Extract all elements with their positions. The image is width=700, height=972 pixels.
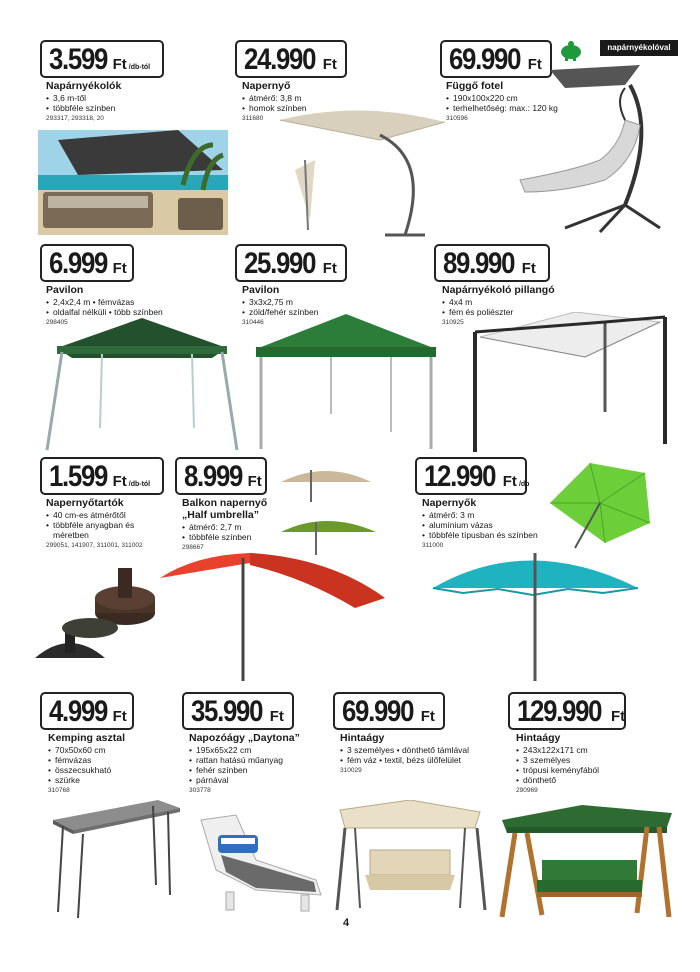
feature: • 243x122x171 cm [516, 745, 666, 755]
shade-sail-photo [38, 130, 228, 235]
hanging-lounger-photo [515, 60, 665, 235]
product-name: Napernyők [422, 497, 477, 509]
price-tag [182, 692, 294, 730]
product-code: 293317, 293318, 20 [46, 115, 104, 122]
product-info [46, 80, 196, 124]
product-info [516, 732, 666, 796]
pop-up-gazebo-photo [256, 314, 438, 454]
piggy-bank-icon [558, 40, 584, 62]
product-info [182, 497, 282, 553]
product-code: 310768 [48, 787, 70, 794]
product-info [189, 732, 314, 796]
feature: • rattan hatású műanyag [189, 755, 314, 765]
product-code: 299051, 141907, 311001, 311002 [46, 542, 143, 549]
feature: • átmérő: 3 m [422, 510, 572, 520]
product-info [340, 732, 490, 776]
price-tag [175, 457, 267, 495]
feature: • 40 cm-es átmérőtől [46, 510, 164, 520]
price-unit: /db [518, 481, 530, 488]
price-tag [333, 692, 445, 730]
product-code: 311680 [242, 115, 264, 122]
feature: • dönthető [516, 775, 666, 785]
price-unit: /db-tól [128, 64, 151, 71]
price-amount: 129.990 [517, 695, 602, 728]
price-amount: 4.999 [49, 695, 108, 728]
umbrella-bases-photo [30, 563, 160, 683]
price-currency: Ft [112, 260, 127, 277]
price-currency: Ft [247, 473, 262, 490]
price-amount: 24.990 [244, 43, 316, 76]
price-amount: 69.990 [449, 43, 521, 76]
price-amount: 12.990 [424, 460, 496, 493]
product-code: 311000 [422, 542, 444, 549]
feature: • 3 személyes • dönthető támlával [340, 745, 490, 755]
product-name: Pavilon [242, 284, 280, 296]
feature: • átmérő: 2,7 m [182, 522, 282, 532]
feature: • többféle anyagban és méretben [46, 520, 164, 540]
feature: • 3,6 m-től [46, 93, 196, 103]
price-amount: 25.990 [244, 247, 316, 280]
page-number: 4 [343, 917, 350, 929]
feature: • párnával [189, 775, 314, 785]
price-tag [40, 244, 134, 282]
product-name: Balkon napernyő „Half umbrella” [182, 497, 268, 521]
feature: • 3 személyes [516, 755, 666, 765]
feature: • fehér színben [189, 765, 314, 775]
price-tag [40, 40, 164, 78]
feature: • 195x65x22 cm [189, 745, 314, 755]
product-name: Napárnyékolók [46, 80, 122, 92]
feature: • többféle színben [182, 532, 282, 542]
price-currency: Ft [112, 56, 127, 73]
price-tag [235, 40, 347, 78]
feature: • 2,4x2,4 m • fémvázas [46, 297, 216, 307]
wooden-swing-photo [497, 805, 675, 920]
price-amount: 8.999 [184, 460, 243, 493]
feature: • 190x100x220 cm [446, 93, 596, 103]
green-umbrella-photo [545, 458, 655, 550]
product-info [48, 732, 168, 796]
feature: • átmérő: 3,8 m [242, 93, 392, 103]
feature: • trópusi keményfából [516, 765, 666, 775]
feature: • zöld/fehér színben [242, 307, 392, 317]
price-tag [508, 692, 626, 730]
price-tag [235, 244, 347, 282]
half-umbrella-variants-photo [276, 460, 386, 558]
price-currency: Ft [521, 260, 536, 277]
price-amount: 89.990 [443, 247, 515, 280]
feature: • 70x50x60 cm [48, 745, 168, 755]
price-currency: Ft [112, 473, 127, 490]
feature: • többféle típusban és színben [422, 530, 572, 540]
feature: • fémvázas [48, 755, 168, 765]
butterfly-shade-photo [465, 312, 670, 454]
camping-table-photo [48, 800, 183, 920]
price-tag [40, 692, 134, 730]
price-amount: 1.599 [49, 460, 108, 493]
product-info [46, 497, 164, 551]
product-code: 303778 [189, 787, 211, 794]
product-code: 310446 [242, 319, 264, 326]
price-currency: Ft [610, 708, 626, 725]
turquoise-umbrella-photo [428, 543, 643, 683]
half-umbrella-photo [155, 553, 390, 683]
product-code: 310596 [446, 115, 468, 122]
feature: • szürke [48, 775, 168, 785]
product-code: 298667 [182, 544, 204, 551]
product-name: Napozóágy „Daytona” [189, 732, 300, 744]
price-amount: 35.990 [191, 695, 263, 728]
price-tag [415, 457, 530, 495]
product-name: Hintaágy [340, 732, 385, 744]
feature: • alumínium vázas [422, 520, 572, 530]
price-currency: Ft [420, 708, 435, 725]
feature: • összecsukható [48, 765, 168, 775]
feature: • 4x4 m [442, 297, 592, 307]
metal-swing-photo [335, 800, 487, 912]
sun-lounger-photo [196, 810, 326, 915]
feature: • többféle színben [46, 103, 196, 113]
feature-badge: napárnyékolóval [600, 40, 678, 56]
price-currency: Ft [322, 56, 337, 73]
product-name: Hintaágy [516, 732, 561, 744]
product-name: Függő fotel [446, 80, 504, 92]
price-currency: Ft [527, 56, 542, 73]
price-currency: Ft [112, 708, 127, 725]
feature: • 3x3x2,75 m [242, 297, 392, 307]
gazebo-photo [42, 318, 242, 456]
feature: • oldalfal nélküli • több színben [46, 307, 216, 317]
product-code: 310925 [442, 319, 464, 326]
feature: • terhelhetőség: max.: 120 kg [446, 103, 596, 113]
price-currency: Ft [322, 260, 337, 277]
feature: • fém váz • textil, bézs ülőfelület [340, 755, 490, 765]
product-name: Napernyőtartók [46, 497, 124, 509]
price-amount: 6.999 [49, 247, 108, 280]
price-currency: Ft [269, 708, 284, 725]
product-code: 298405 [46, 319, 68, 326]
feature: • homok színben [242, 103, 392, 113]
product-name: Pavilon [46, 284, 84, 296]
cantilever-umbrella-photo [270, 100, 450, 240]
product-name: Napernyő [242, 80, 291, 92]
feature: • fém és poliészter [442, 307, 592, 317]
price-amount: 69.990 [342, 695, 414, 728]
price-currency: Ft [502, 473, 517, 490]
product-name: Kemping asztal [48, 732, 126, 744]
product-code: 290969 [516, 787, 538, 794]
price-unit: /db-tól [128, 481, 151, 488]
price-tag [434, 244, 550, 282]
product-code: 310029 [340, 767, 362, 774]
price-tag [40, 457, 164, 495]
product-name: Napárnyékoló pillangó [442, 284, 555, 296]
price-amount: 3.599 [49, 43, 108, 76]
